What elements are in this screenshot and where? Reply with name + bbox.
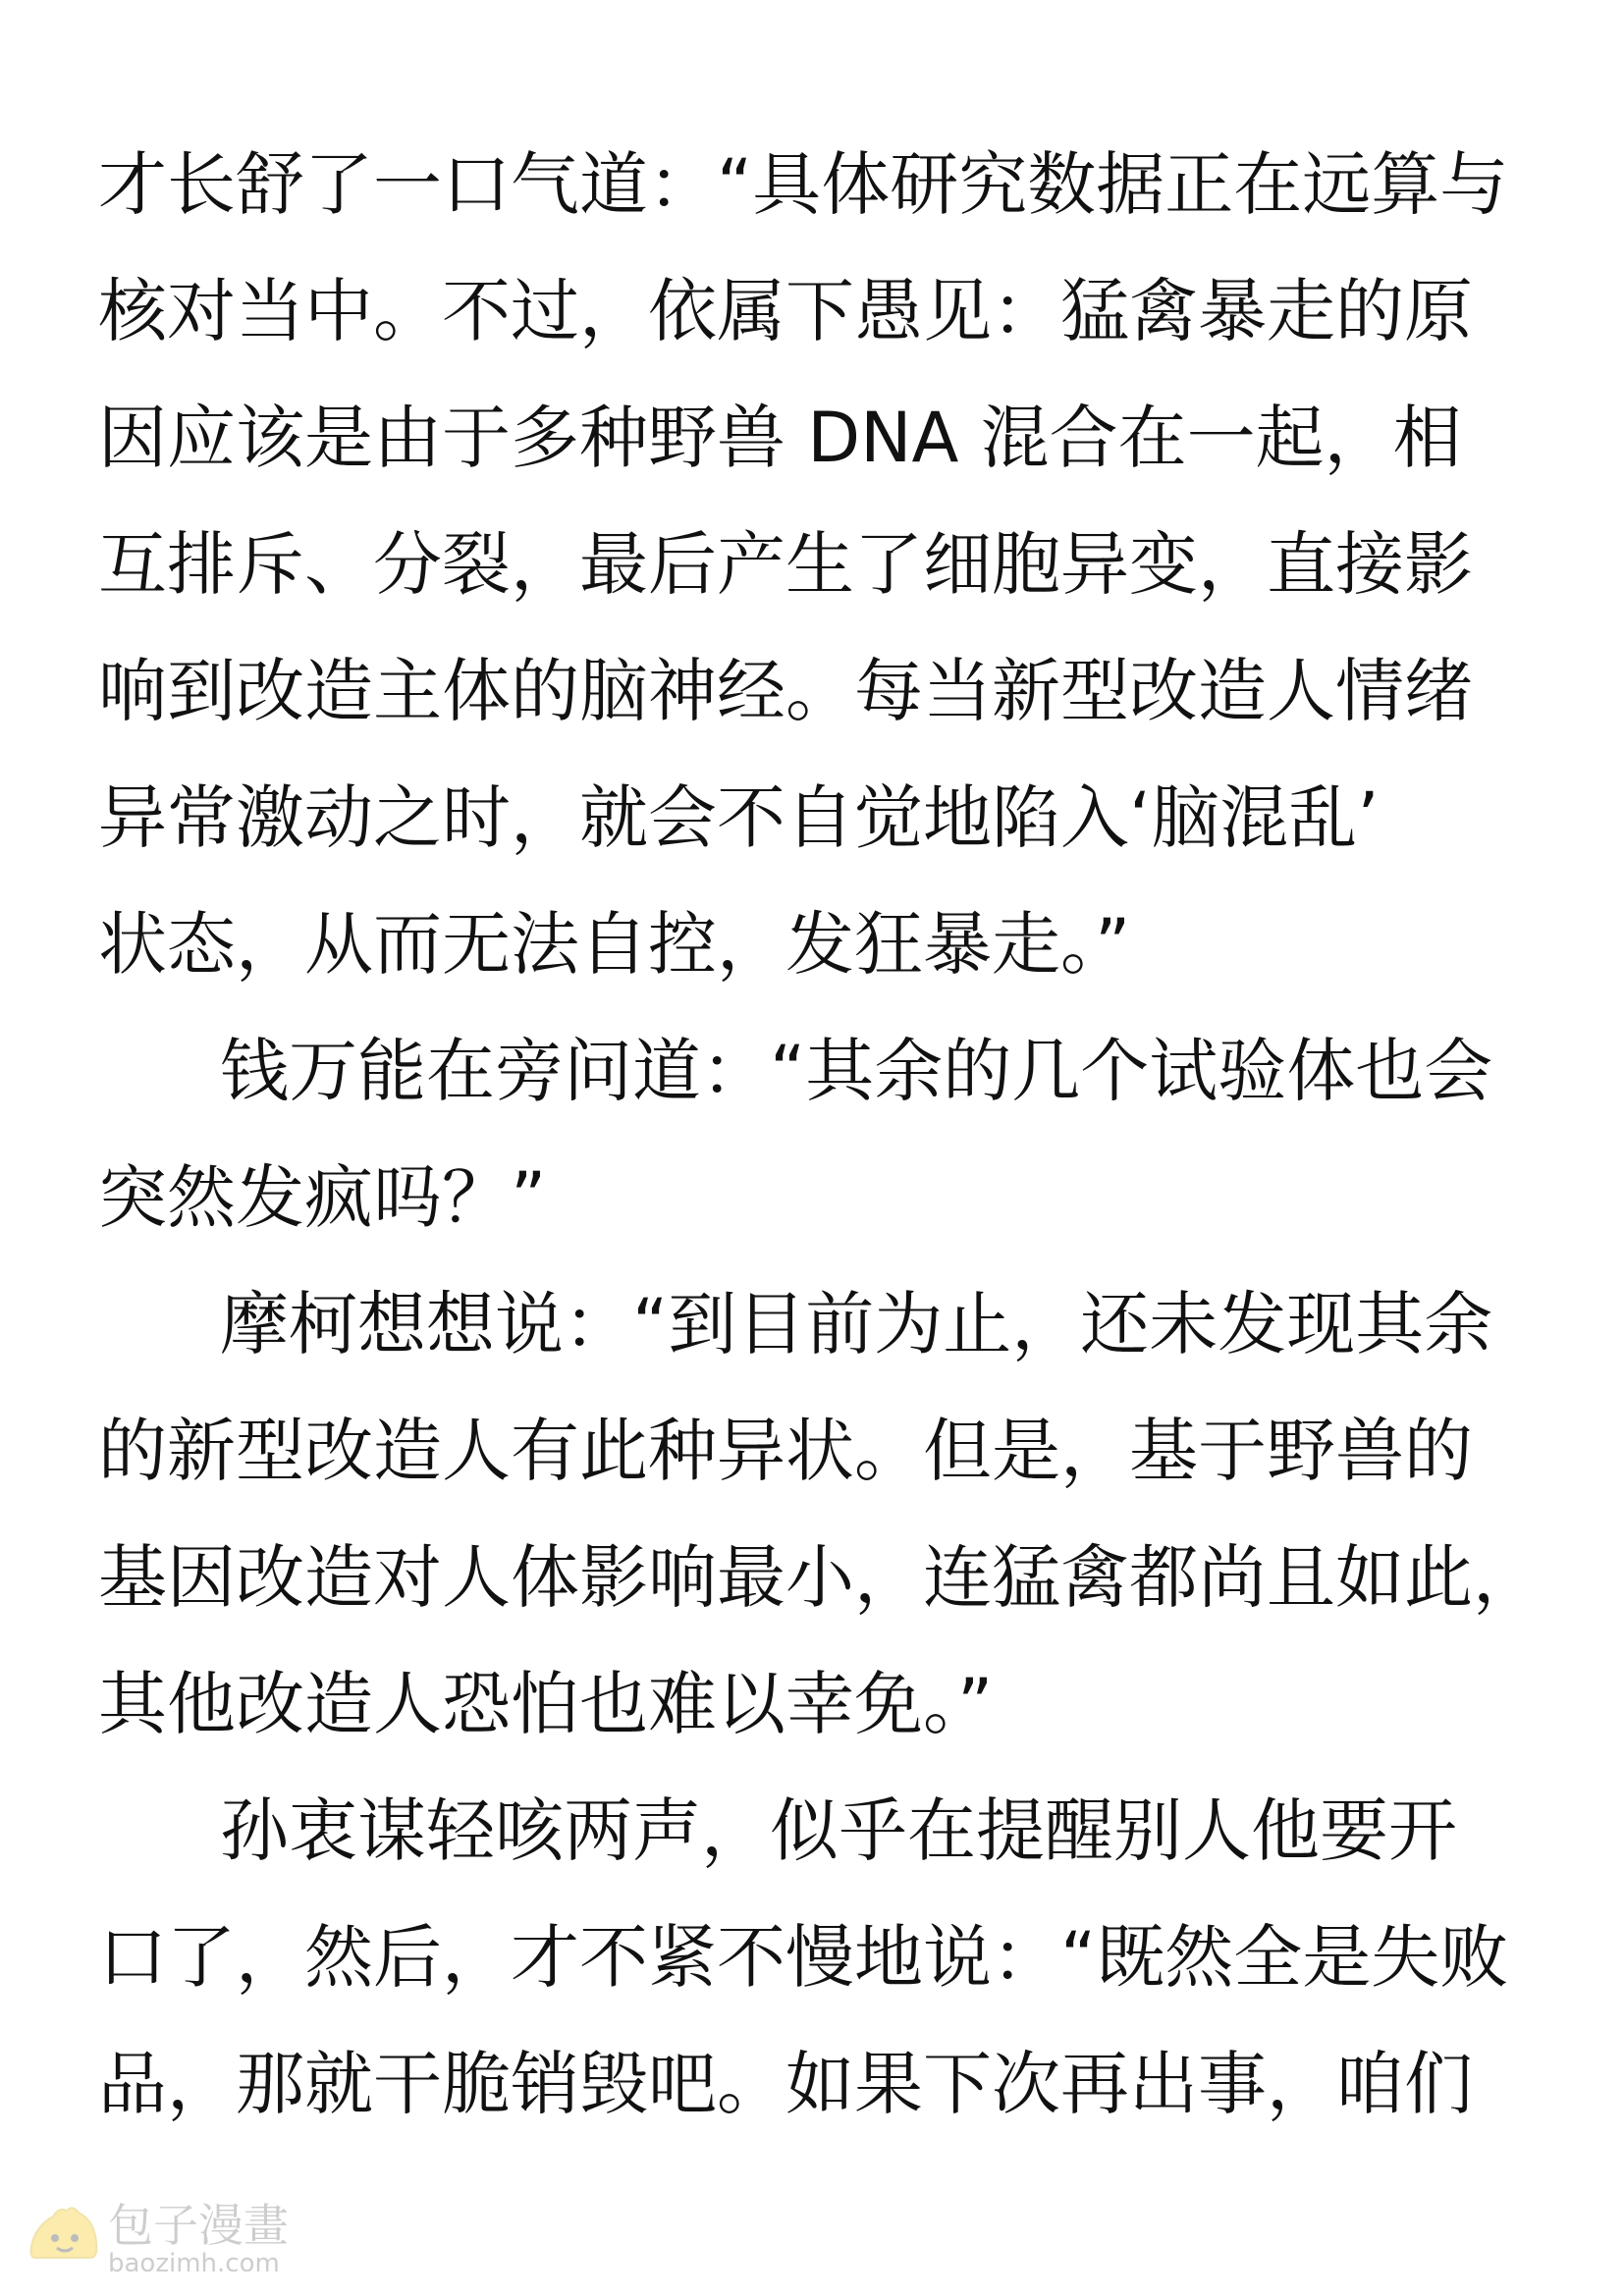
text-line: 异常激动之时，就会不自觉地陷入‘脑混乱’ <box>98 777 1380 858</box>
text-line: 摩柯想想说：“到目前为止，还未发现其余 <box>220 1284 1493 1364</box>
text-line: 的新型改造人有此种异状。但是，基于野兽的 <box>98 1411 1473 1491</box>
text-line: 基因改造对人体影响最小，连猛禽都尚且如此， <box>98 1537 1542 1618</box>
bun-mascot-icon <box>27 2203 100 2269</box>
body-text <box>98 122 1542 2148</box>
text-line: 互排斥、分裂，最后产生了细胞异变，直接影 <box>98 524 1473 605</box>
watermark <box>27 2199 322 2277</box>
text-line: 才长舒了一口气道：“具体研究数据正在远算与 <box>98 144 1509 225</box>
text-line: 核对当中。不过，依属下愚见：猛禽暴走的原 <box>98 271 1473 351</box>
text-line: 钱万能在旁问道：“其余的几个试验体也会 <box>220 1031 1493 1111</box>
text-line: 口了，然后，才不紧不慢地说：“既然全是失败 <box>98 1917 1509 1998</box>
text-line: 其他改造人恐怕也难以幸免。” <box>98 1664 994 1744</box>
text-line: 因应该是由于多种野兽 DNA 混合在一起，相 <box>98 398 1462 478</box>
watermark-url: baozimh.com <box>108 2249 280 2278</box>
text-line: 响到改造主体的脑神经。每当新型改造人情绪 <box>98 651 1473 731</box>
text-line: 品，那就干脆销毁吧。如果下次再出事，咱们 <box>98 2044 1473 2124</box>
text-line: 状态，从而无法自控，发狂暴走。” <box>98 904 1131 985</box>
text-line: 孙衷谋轻咳两声，似乎在提醒别人他要开 <box>220 1790 1457 1871</box>
watermark-title: 包子漫畫 <box>108 2199 289 2252</box>
text-line: 突然发疯吗？” <box>98 1157 547 1238</box>
